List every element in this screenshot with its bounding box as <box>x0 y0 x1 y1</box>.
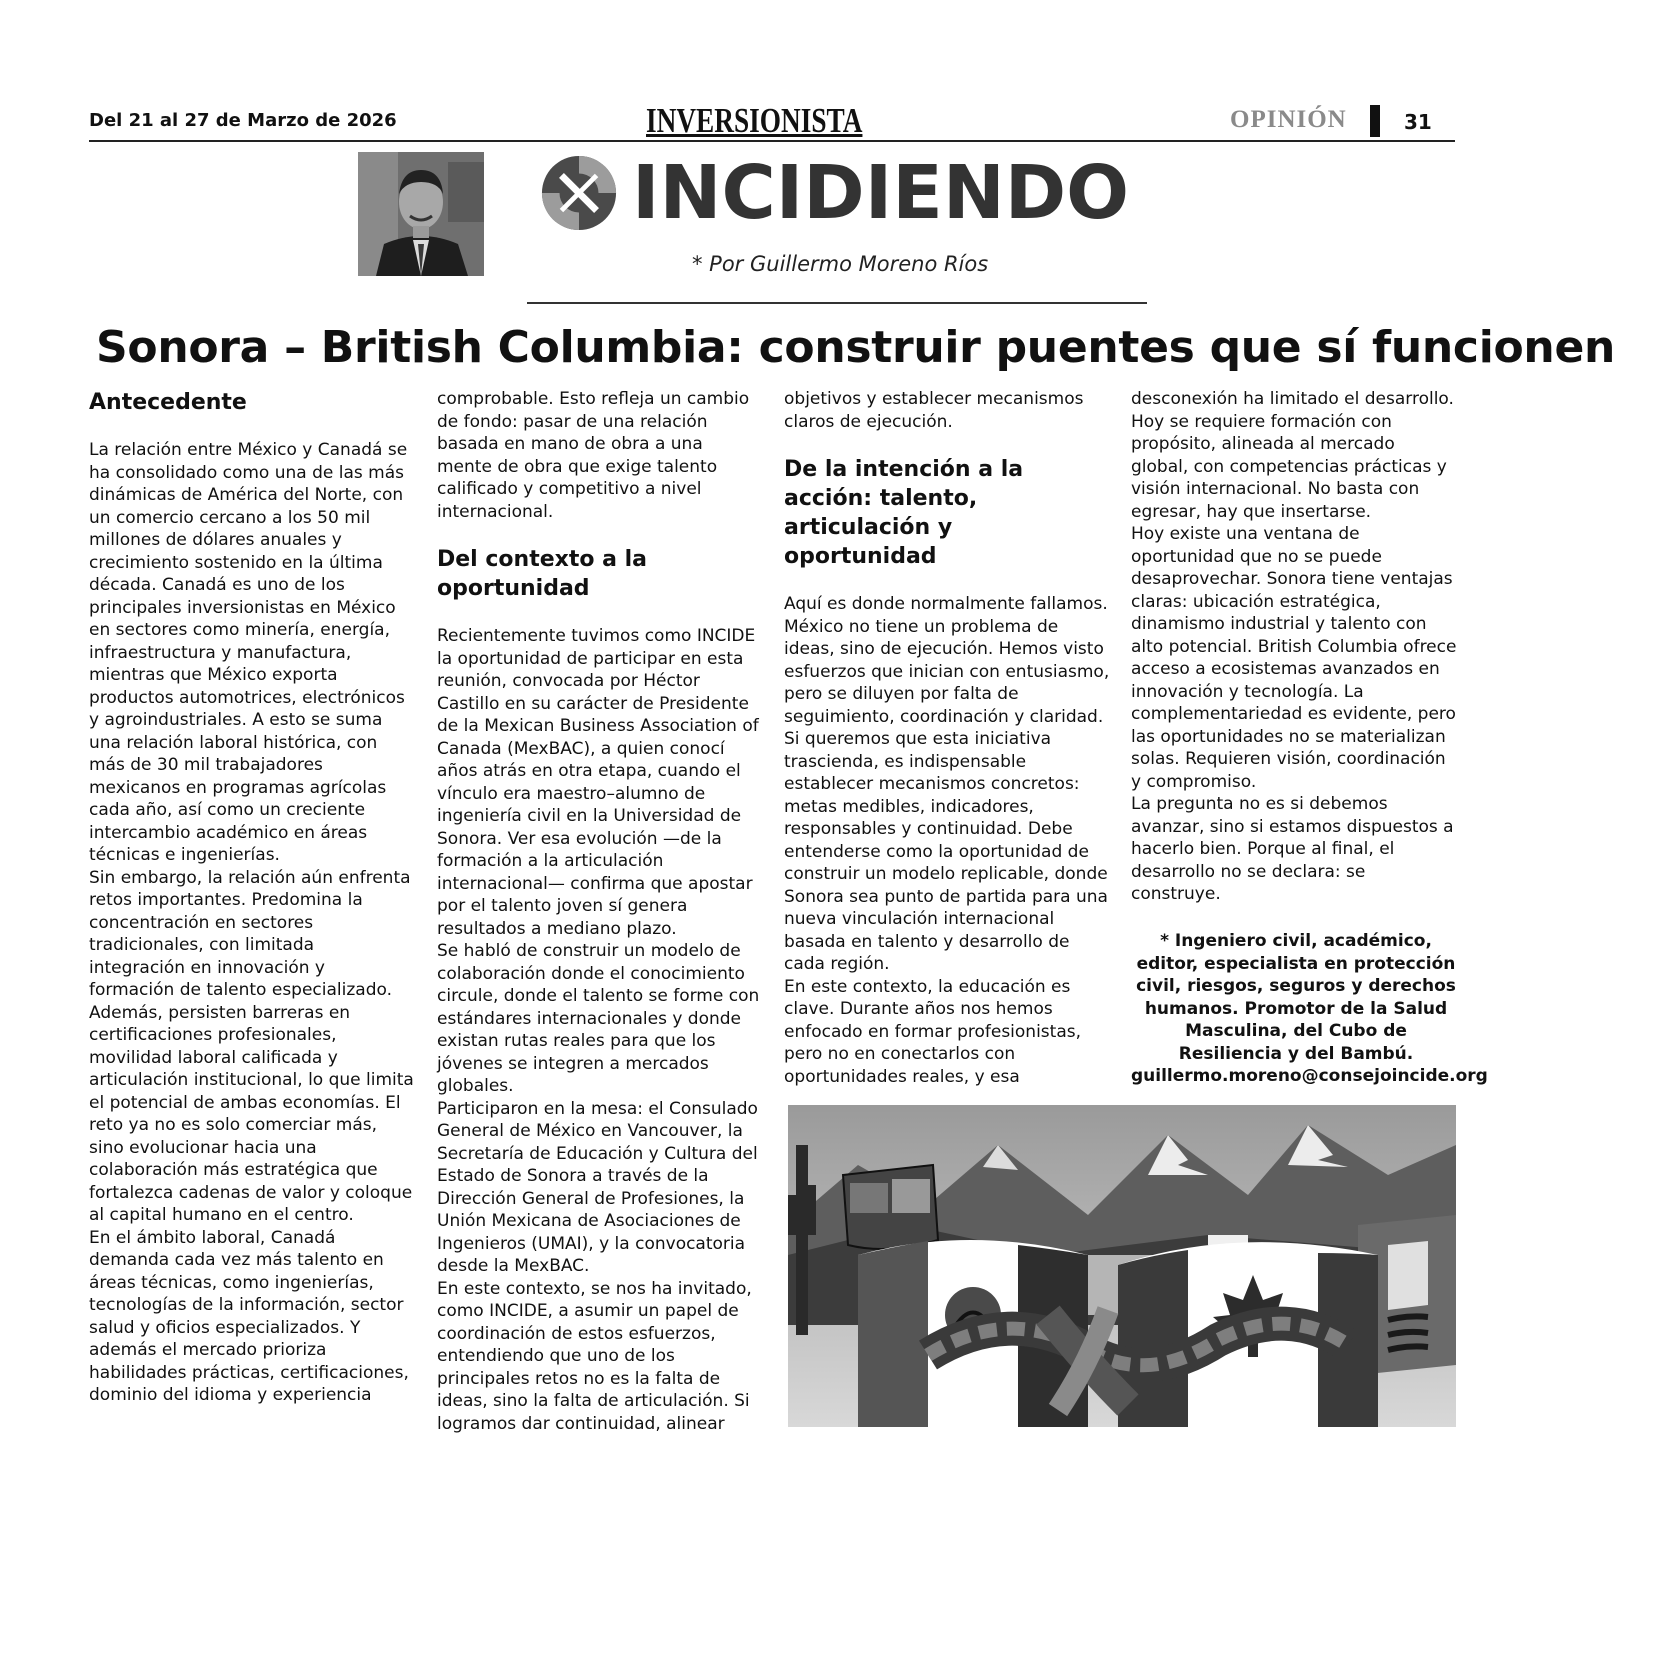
subhead-contexto: Del contexto a la oportunidad <box>437 547 648 601</box>
paragraph: comprobable. Esto refleja un cambio de fondo: pasar de una relación basada en mano de obra a una mente de obra que exige talento calificado y competitivo a nivel internacional. <box>437 389 750 522</box>
page-number: 31 <box>1404 110 1432 134</box>
subhead-antecedente: Antecedente <box>89 390 247 415</box>
feature-image <box>788 1105 1456 1427</box>
paragraph: Hoy existe una ventana de oportunidad que no se puede desaprovechar. Sonora tiene ventajas claras: ubicación estratégica, dinamismo industrial y talento con alto potencial. British Columbia ofrece acceso a ecosistemas avanzados en innovación y tecnología. La complementariedad es evidente, pero las oportunidades no se materializan solas. Requieren visión, coordinación y compromiso. <box>1131 524 1457 792</box>
author-bio: * Ingeniero civil, académico, editor, especialista en protección civil, riesgos, seguros y derechos humanos. Promotor de la Salud Masculina, del Cubo de Resiliencia y del Bambú. guillermo.moreno@consejoincide.org <box>1131 931 1488 1086</box>
byline: * Por Guillermo Moreno Ríos <box>692 252 989 276</box>
logo-wordmark: INCIDIENDO <box>632 150 1130 236</box>
flags-illustration-icon <box>788 1105 1456 1427</box>
article-column-2 <box>437 388 763 1435</box>
paragraph: En este contexto, se nos ha invitado, como INCIDE, a asumir un papel de coordinación de estos esfuerzos, entendiendo que uno de los principales retos no es la falta de ideas, sino la falta de articulación. Si logramos dar continuidad, alinear <box>437 1278 752 1434</box>
paragraph: desconexión ha limitado el desarrollo. Hoy se requiere formación con propósito, alineada al mercado global, con competencias prácticas y visión internacional. No basta con egresar, hay que insertarse. <box>1131 389 1454 522</box>
author-portrait-icon <box>358 152 484 276</box>
section-divider-bar <box>1370 105 1380 137</box>
paragraph: Sin embargo, la relación aún enfrenta retos importantes. Predomina la concentración en sectores tradicionales, con limitada integración en innovación y formación de talento especializado. Además, persisten barreras en certificaciones profesionales, movilidad laboral calificada y articulación institucional, lo que limita el potencial de ambas economías. El reto ya no es solo comerciar más, sino evolucionar hacia una colaboración más estratégica que fortalezca cadenas de valor y coloque al capital humano en el centro. <box>89 867 414 1225</box>
article-column-1 <box>89 388 415 1407</box>
paragraph: La pregunta no es si debemos avanzar, sino si estamos dispuestos a hacerlo bien. Porque al final, el desarrollo no se declara: se construye. <box>1131 794 1454 904</box>
issue-date: Del 21 al 27 de Marzo de 2026 <box>89 110 397 131</box>
paragraph: Participaron en la mesa: el Consulado General de México en Vancouver, la Secretaría de Educación y Cultura del Estado de Sonora a través de la Dirección General de Profesiones, la Unión Mexicana de Asociaciones de Ingenieros (UMAI), y la convocatoria desde la MexBAC. <box>437 1098 758 1276</box>
column-logo <box>540 150 1129 236</box>
header-rule <box>89 140 1455 142</box>
paragraph: Recientemente tuvimos como INCIDE la oportunidad de participar en esta reunión, convocada por Héctor Castillo en su carácter de Presidente de la Mexican Business Association of Canada (MexBAC), a quien conocí años atrás en otra etapa, cuando el vínculo era maestro–alumno de ingeniería civil en la Universidad de Sonora. Ver esa evolución —de la formación a la articulación internacional— confirma que apostar por el talento joven sí genera resultados a mediano plazo. <box>437 626 759 939</box>
byline-rule <box>527 302 1147 304</box>
paragraph: En el ámbito laboral, Canadá demanda cada vez más talento en áreas técnicas, como ingenierías, tecnologías de la información, sector salud y oficios especializados. Y además el mercado prioriza habilidades prácticas, certificaciones, dominio del idioma y experiencia <box>89 1227 409 1405</box>
paragraph: La relación entre México y Canadá se ha consolidado como una de las más dinámicas de América del Norte, con un comercio cercano a los 50 mil millones de dólares anuales y crecimiento sostenido en la última década. Canadá es uno de los principales inversionistas en México en sectores como minería, energía, infraestructura y manufactura, mientras que México exporta productos automotrices, electrónicos y agroindustriales. A esto se suma una relación laboral histórica, con más de 30 mil trabajadores mexicanos en programas agrícolas cada año, así como un creciente intercambio académico en áreas técnicas e ingenierías. <box>89 440 408 865</box>
subhead-intencion: De la intención a la acción: talento, articulación y oportunidad <box>784 457 1024 569</box>
article-column-3 <box>784 388 1110 1088</box>
paragraph: Se habló de construir un modelo de colaboración donde el conocimiento circule, donde el talento se forme con estándares internacionales y donde existan rutas reales para que los jóvenes se integren a mercados globales. <box>437 941 760 1096</box>
newspaper-masthead <box>646 101 924 140</box>
paragraph: objetivos y establecer mecanismos claros de ejecución. <box>784 389 1084 432</box>
paragraph: En este contexto, la educación es clave. Durante años nos hemos enfocado en formar profesionistas, pero no en conectarlos con oportunidades reales, y esa <box>784 976 1081 1087</box>
masthead-title: INVERSIONISTA <box>646 101 863 140</box>
article-column-4 <box>1131 388 1457 906</box>
paragraph: Aquí es donde normalmente fallamos. México no tiene un problema de ideas, sino de ejecución. Hemos visto esfuerzos que inician con entusiasmo, pero se diluyen por falta de seguimiento, coordinación y claridad. Si queremos que esta iniciativa trascienda, es indispensable establecer mecanismos concretos: metas medibles, indicadores, responsables y continuidad. Debe entenderse como la oportunidad de construir un modelo replicable, donde Sonora sea punto de partida para una nueva vinculación internacional basada en talento y desarrollo de cada región. <box>784 594 1110 974</box>
incidiendo-logo-icon <box>540 154 618 232</box>
article-headline: Sonora – British Columbia: construir puentes que sí funcionen <box>96 322 1616 373</box>
author-photo <box>358 152 484 276</box>
section-label: OPINIÓN <box>1230 106 1347 133</box>
